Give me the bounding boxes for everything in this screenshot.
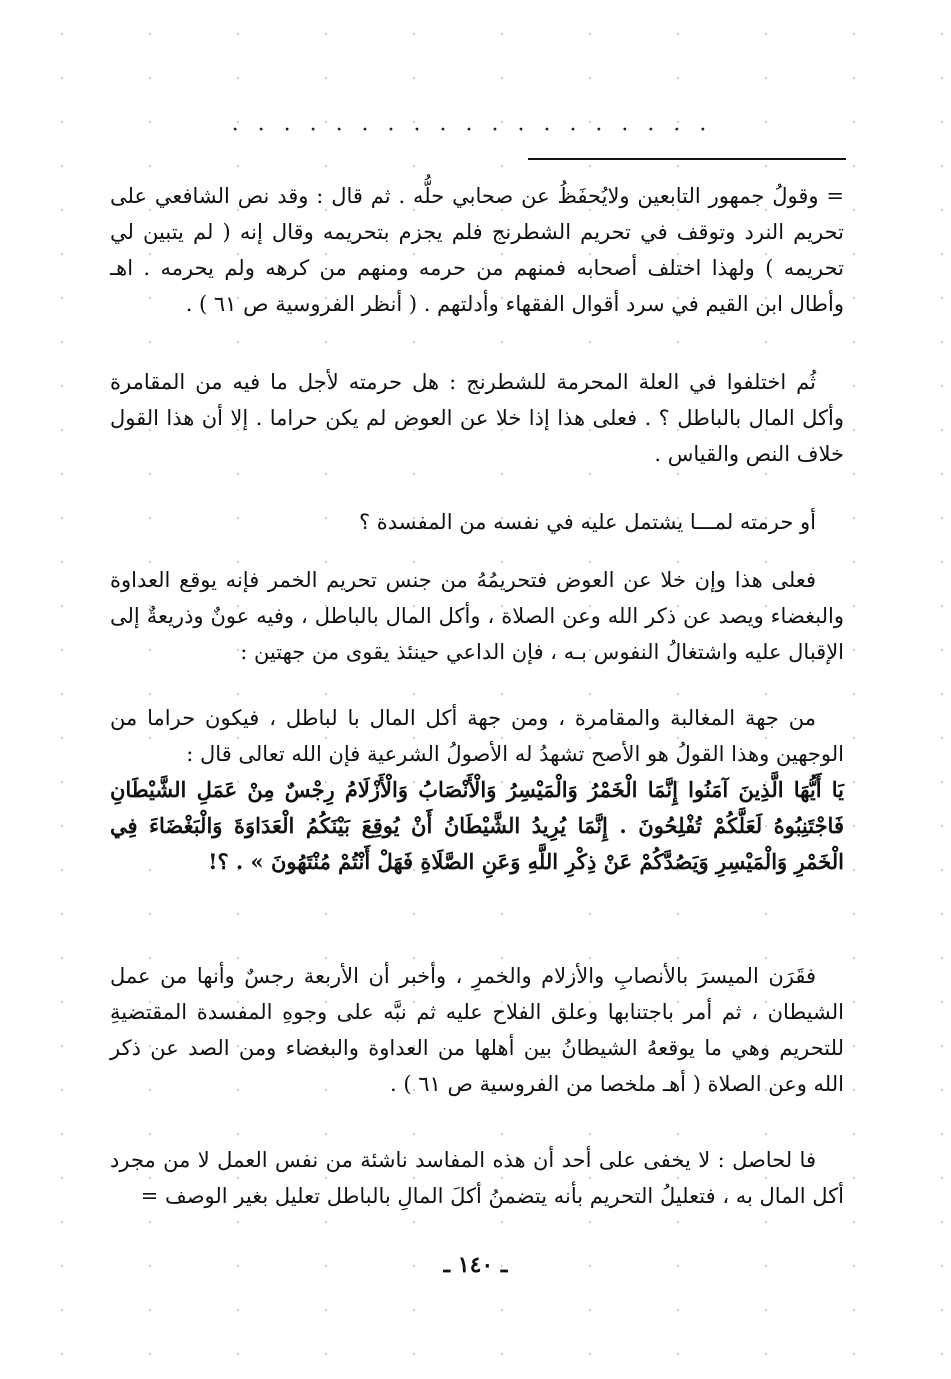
separator-dots: · · · · · · · · · · · · · · · · · · · xyxy=(231,118,713,143)
paragraph-6: فقَرَن الميسرَ بالأنصابِ والأزلام والخمرِ ، وأخبر أن الأربعة رجسٌ وأنها من عمل الشيطان ، ثم أمر باجتنابها وعلق الفلاح عليه ثم نبَّه على وجوهِ المفسدة المقتضيةِ للتحريم وهي ما يوقعهُ الشيطانُ بين أهلها من العداوة والبغضاء ومن الصد عن ذكر الله وعن الصلاة ( أهـ ملخصا من الفروسية ص ٦١ ) . xyxy=(110,964,844,1096)
quran-verse: يَا أَيُّهَا الَّذِينَ آمَنُوا إِنَّمَا الْخَمْرُ وَالْمَيْسِرُ وَالْأَنْصَابُ وَالْأَزْلَامُ رِجْسٌ مِنْ عَمَلِ الشَّيْطَانِ فَاجْتَنِبُوهُ لَعَلَّكُمْ تُفْلِحُونَ . إِنَّمَا يُرِيدُ الشَّيْطَانُ أَنْ يُوقِعَ بَيْنَكُمُ الْعَدَاوَةَ وَالْبَغْضَاءَ فِي الْخَمْرِ وَالْمَيْسِرِ وَيَصُدَّكُمْ عَنْ ذِكْرِ اللَّهِ وَعَنِ الصَّلَاةِ فَهَلْ أَنْتُمْ مُنْتَهُونَ » . ؟! xyxy=(110,777,844,874)
page-number: ـ ١٤٠ ـ xyxy=(443,1252,508,1278)
paragraph-1: = وقولُ جمهور التابعين ولايُحفَظُ عن صحابي حلُّه . ثم قال : وقد نص الشافعي على تحريم النرد وتوقف في تحريم الشطرنج فلم يجزم بتحريمه وقال إنه ( لم يتبين لي تحريمه ) ولهذا اختلف أصحابه فمنهم من حرمه ومنهم من كرهه ولم يحرمه . اهـ وأطال ابن القيم في سرد أقوال الفقهاء وأدلتهم . ( أنظر الفروسية ص ٦١ ) . xyxy=(110,184,844,316)
paragraph-7: فا لحاصل : لا يخفى على أحد أن هذه المفاسد ناشئة من نفس العمل لا من مجرد أكل المال به ، فتعليلُ التحريم بأنه يتضمنُ أكلَ المالِ بالباطل تعليل بغير الوصف = xyxy=(110,1148,844,1208)
paragraph-3: أو حرمته لمـــا يشتمل عليه في نفسه من المفسدة ؟ xyxy=(358,510,816,534)
paragraph-5: من جهة المغالبة والمقامرة ، ومن جهة أكل المال با لباطل ، فيكون حراما من الوجهين وهذا القولُ هو الأصح تشهدُ له الأصولُ الشرعية فإن الله تعالى قال : xyxy=(110,706,844,766)
footnote-rule xyxy=(528,158,846,160)
decorative-separator xyxy=(112,120,832,142)
paragraph-4: فعلى هذا وإن خلا عن العوض فتحريمُهُ من جنس تحريم الخمر فإنه يوقع العداوة والبغضاء ويصد عن ذكر الله وعن الصلاة ، وأكل المال بالباطل ، وفيه عونٌ وذريعةٌ إلى الإقبال عليه واشتغالُ النفوس بـه ، فإن الداعي حينئذ يقوى من جهتين : xyxy=(110,568,844,664)
paragraph-2: ثُم اختلفوا في العلة المحرمة للشطرنج : هل حرمته لأجل ما فيه من المقامرة وأكل المال بالباطل ؟ . فعلى هذا إذا خلا عن العوض لم يكن حراما . إلا أن هذا القول خلاف النص والقياس . xyxy=(110,370,844,466)
